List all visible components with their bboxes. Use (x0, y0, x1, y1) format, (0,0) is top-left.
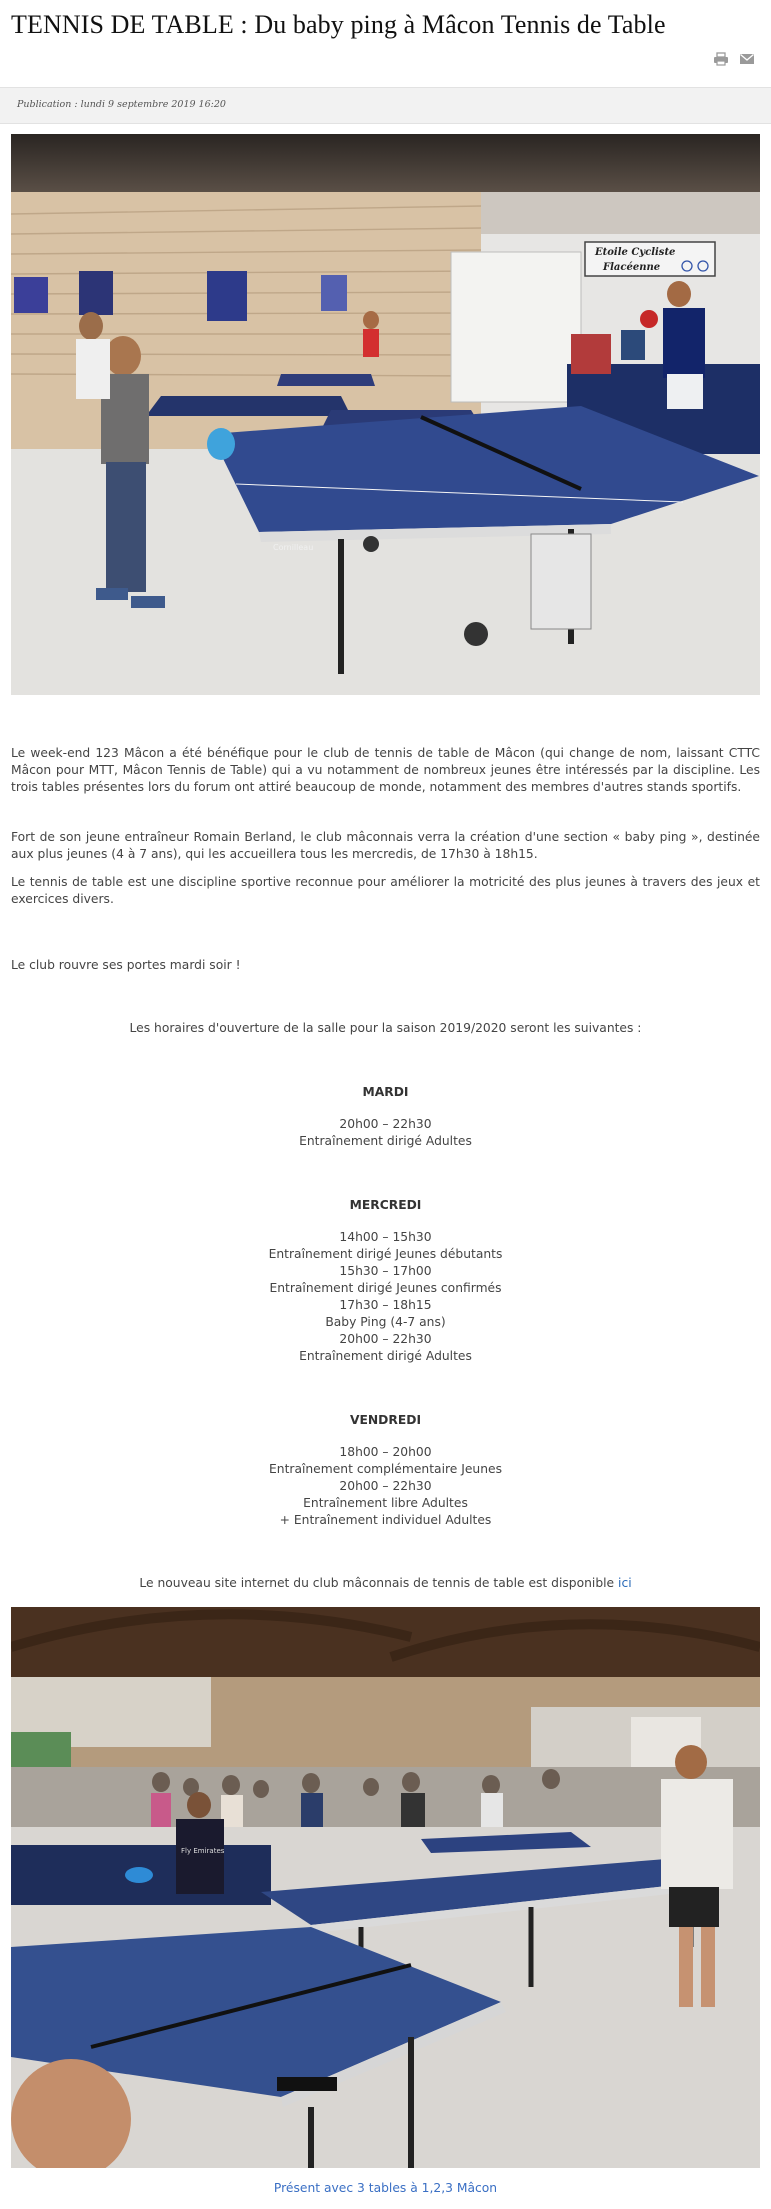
schedule-line: 14h00 – 15h30 (339, 1230, 432, 1244)
website-link[interactable]: ici (618, 1576, 632, 1590)
schedule-line: Entraînement complémentaire Jeunes (269, 1462, 502, 1476)
schedule-line: Entraînement dirigé Adultes (299, 1349, 472, 1363)
photo-ping-pong-forum (11, 134, 760, 695)
email-icon[interactable] (739, 52, 755, 66)
schedule-line: 18h00 – 20h00 (339, 1445, 432, 1459)
schedule-line: Entraînement libre Adultes (303, 1496, 468, 1510)
schedule-line: 15h30 – 17h00 (339, 1264, 432, 1278)
publication-date: Publication : lundi 9 septembre 2019 16:20 (17, 99, 226, 110)
day-mercredi: MERCREDI (349, 1198, 422, 1212)
paragraph-1: Le week-end 123 Mâcon a été bénéfique pour le club de tennis de table de Mâcon (qui change de nom, laissant CTTC Mâcon pour MTT, Mâcon Tennis de Table) qui a vu notamment de nombreux jeunes être intéressés par la discipline. Les trois tables présentes lors du forum ont attiré beaucoup de monde, notamment des membres d'autres stands sportifs. (11, 746, 760, 794)
schedule-line: Entraînement dirigé Adultes (299, 1134, 472, 1148)
schedule-line: 17h30 – 18h15 (339, 1298, 432, 1312)
schedule-line: + Entraînement individuel Adultes (279, 1513, 492, 1527)
article-tools (713, 52, 755, 66)
schedule-intro: Les horaires d'ouverture de la salle pour la saison 2019/2020 seront les suivantes : (129, 1021, 642, 1035)
website-line (11, 1575, 760, 1592)
reopen-text: Le club rouvre ses portes mardi soir ! (11, 958, 241, 972)
banner-line2: Flacéenne (603, 262, 661, 273)
print-icon[interactable] (713, 52, 729, 66)
paragraph-2: Fort de son jeune entraîneur Romain Berland, le club mâconnais verra la création d'une section « baby ping », destinée aux plus jeunes (4 à 7 ans), qui les accueillera tous les mercredis, de 17h30 à 18h15. (11, 830, 760, 861)
day-vendredi: VENDREDI (349, 1413, 422, 1427)
schedule-line: 20h00 – 22h30 (339, 1117, 432, 1131)
schedule-line: 20h00 – 22h30 (339, 1479, 432, 1493)
day-mardi: MARDI (362, 1085, 409, 1099)
paragraph-3: Le tennis de table est une discipline sportive reconnue pour améliorer la motricité des plus jeunes à travers des jeux et exercices divers. (11, 875, 760, 906)
shirt-text: Fly Emirates (181, 1847, 225, 1855)
publication-bar (0, 87, 771, 124)
article-header (0, 0, 771, 86)
banner-line1: Etoile Cycliste (595, 247, 676, 258)
schedule-line: Baby Ping (4-7 ans) (325, 1315, 446, 1329)
table-brand: Cornilleau (273, 543, 314, 552)
schedule-line: 20h00 – 22h30 (339, 1332, 432, 1346)
article-title: TENNIS DE TABLE : Du baby ping à Mâcon Tennis de Table (11, 10, 666, 39)
schedule-line: Entraînement dirigé Jeunes débutants (268, 1247, 503, 1261)
photo-caption: Présent avec 3 tables à 1,2,3 Mâcon (273, 2181, 498, 2195)
photo-forum-hall (11, 1607, 760, 2168)
website-text: Le nouveau site internet du club mâconnais de tennis de table est disponible (139, 1576, 619, 1590)
schedule-line: Entraînement dirigé Jeunes confirmés (269, 1281, 502, 1295)
